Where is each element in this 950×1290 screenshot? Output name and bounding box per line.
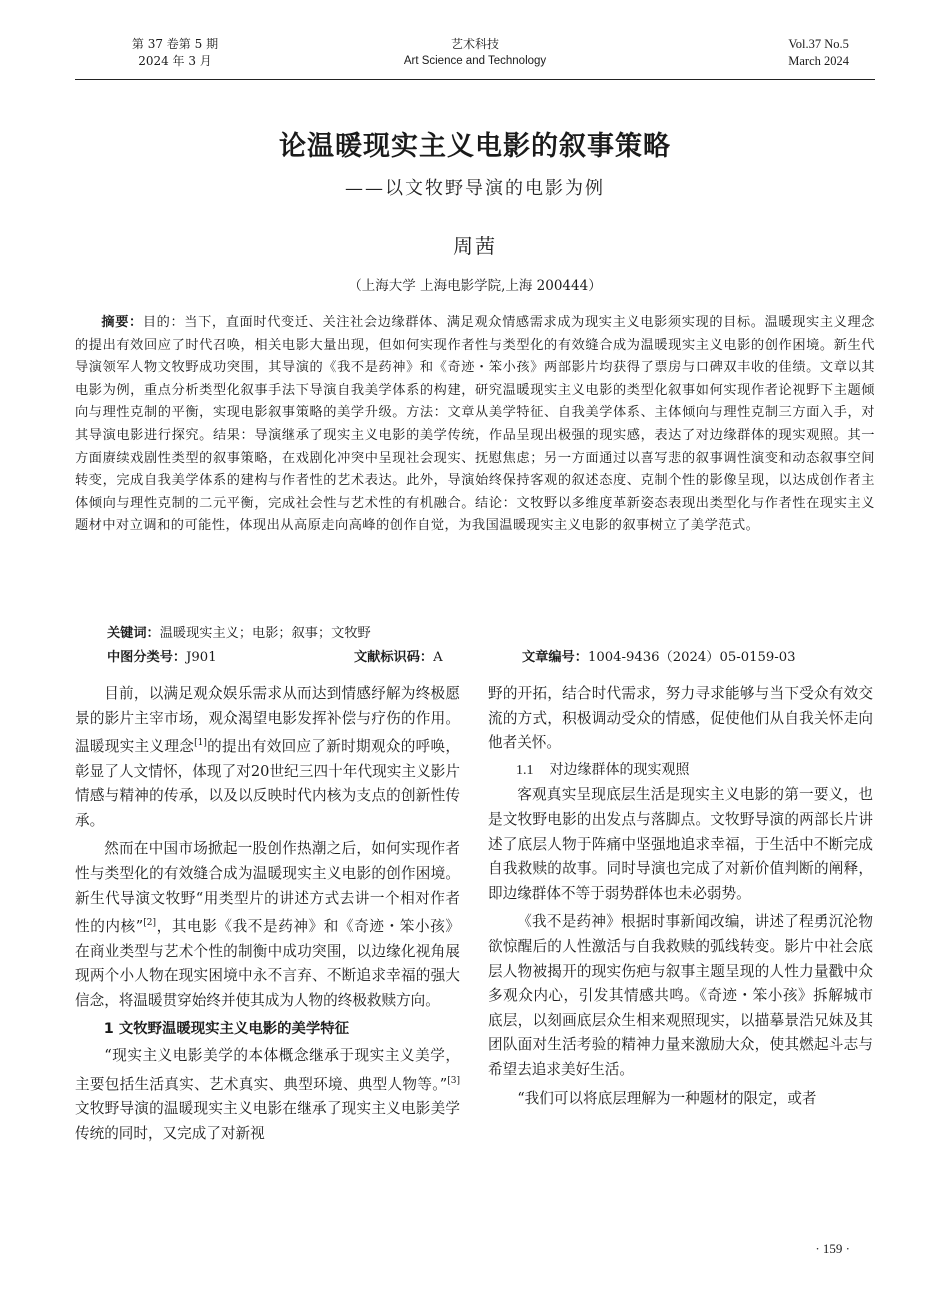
keywords-label: 关键词： <box>107 626 160 641</box>
header-journal <box>375 36 575 70</box>
paragraph-text: 然而在中国市场掀起一股创作热潮之后，如何实现作者性与类型化的有效缝合成为温暖现实主义电影的创作困境。新生代导演文牧野“用类型片的讲述方式去讲一个相对作者性的内核” <box>75 840 460 936</box>
paragraph: “我们可以将底层理解为一种题材的限定，或者 <box>517 1089 817 1107</box>
running-header <box>75 36 875 80</box>
clc-label: 中图分类号： <box>107 650 187 665</box>
header-date-en: March 2024 <box>788 54 849 68</box>
abstract-label: 摘要： <box>101 315 143 330</box>
paragraph-text: 文牧野导演的温暖现实主义电影在继承了现实主义电影美学传统的同时，又完成了对新视 <box>75 1100 460 1142</box>
header-volume-info <box>115 36 235 70</box>
page-number: · 159 · <box>815 1241 850 1256</box>
body-left-column <box>75 682 460 1146</box>
keywords <box>107 624 371 644</box>
header-journal-en: Art Science and Technology <box>403 55 547 67</box>
subsection-heading <box>488 758 873 784</box>
header-volume-info-en <box>788 36 849 70</box>
article-subtitle: ——以文牧野导演的电影为例 <box>345 178 605 199</box>
article-number <box>522 648 796 668</box>
header-volume: 第 37 卷第 5 期 <box>131 37 219 51</box>
citation-ref: [2] <box>143 918 157 929</box>
header-volume-en: Vol.37 No.5 <box>788 37 849 51</box>
citation-ref: [3] <box>447 1075 460 1086</box>
paragraph: 《我不是药神》根据时事新闻改编，讲述了程勇沉沦物欲惊醒后的人性激活与自我救赎的弧线转变。影片中社会底层人物被揭开的现实伤疤与叙事主题呈现的人性力量戳中众多观众内心，引发其情感共鸣。《奇迹・笨小孩》拆解城市底层，以刻画底层众生相来观照现实，以描摹景浩兄妹及其团队面对生活考验的精神力量来激励大众，使其燃起斗志与希望去追求美好生活。 <box>488 913 873 1078</box>
header-date: 2024 年 3 月 <box>138 54 212 68</box>
paragraph <box>75 682 460 833</box>
citation-ref: [1] <box>194 738 207 749</box>
paragraph-text: ，其电影《我不是药神》和《奇迹・笨小孩》在商业类型与艺术个性的制衡中成功突围，以边缘化视角展现两个小人物在现实困境中永不言弃、不断追求幸福的强大信念，将温暖贯穿始终并使其成为人物的终极救赎方向。 <box>75 918 460 1009</box>
subsection-number: 1.1 <box>516 762 534 778</box>
paragraph <box>75 1044 460 1146</box>
article-number-value: 1004-9436（2024）05-0159-03 <box>587 650 796 665</box>
author-affiliation: （上海大学 上海电影学院,上海 200444） <box>348 278 602 294</box>
paragraph: 野的开拓，结合时代需求，努力寻求能够与当下受众有效交流的方式，积极调动受众的情感，促使他们从自我关怀走向他者关怀。 <box>488 685 873 752</box>
clc-value: J901 <box>186 650 217 665</box>
header-journal-cn: 艺术科技 <box>450 37 499 51</box>
doc-label: 文献标识码： <box>354 650 434 665</box>
article-number-label: 文章编号： <box>522 650 588 665</box>
body-right-column <box>488 682 873 1111</box>
subsection-title: 对边缘群体的现实观照 <box>549 761 690 778</box>
abstract <box>75 312 875 538</box>
paragraph-text: 的提出有效回应了新时期观众的呼唤，彰显了人文情怀，体现了对20世纪三四十年代现实主义影片情感与精神的传承，以及以反映时代内核为支点的创新性传承。 <box>75 738 460 829</box>
doc-value: A <box>433 650 443 665</box>
abstract-text: 目的：当下，直面时代变迁、关注社会边缘群体、满足观众情感需求成为现实主义电影须实现的目标。温暖现实主义理念的提出有效回应了时代召唤，相关电影大量出现，但如何实现作者性与类型化的有效缝合成为温暖现实主义电影的创作困境。新生代导演领军人物文牧野成功突围，其导演的《我不是药神》和《奇迹・笨小孩》两部影片均获得了票房与口碑双丰收的佳绩。文章以其电影为例，重点分析类型化叙事手法下导演自我美学体系的构建，研究温暖现实主义电影的类型化叙事如何实现作者论视野下主题倾向与理性克制的平衡，实现电影叙事策略的美学升级。方法：文章从美学特征、自我美学体系、主体倾向与理性克制三方面入手，对其导演电影进行探究。结果：导演继承了现实主义电影的美学传统，作品呈现出极强的现实感，表达了对边缘群体的现实观照。其一方面赓续戏剧性类型的叙事策略，在戏剧化冲突中呈现社会现实、抚慰焦虑；另一方面通过以喜写悲的叙事调性演变和动态叙事空间转变，完成自我美学体系的建构与作者性的艺术表达。此外，导演始终保持客观的叙述态度、克制个性的影像呈现，以达成创作者主体倾向与理性克制的二元平衡，完成社会性与艺术性的有机融合。结论：文牧野以多维度革新姿态表现出类型化与作者性在现实主义题材中对立调和的可能性，体现出从高原走向高峰的创作自觉，为我国温暖现实主义电影的叙事树立了美学范式。 <box>75 315 875 534</box>
paragraph: 客观真实呈现底层生活是现实主义电影的第一要义，也是文牧野电影的出发点与落脚点。文牧野导演的两部长片讲述了底层人物于阵痛中坚强地追求幸福，于生活中不断完成自我救赎的故事。同时导演也完成了对新价值判断的阐释，即边缘群体不等于弱势群体也未必弱势。 <box>488 786 873 902</box>
classification-row <box>107 648 875 668</box>
article-author: 周茜 <box>453 234 497 258</box>
paragraph-text: “现实主义电影美学的本体概念继承于现实主义美学，主要包括生活真实、艺术真实、典型环境、典型人物等。” <box>75 1047 460 1093</box>
clc-number <box>107 648 217 668</box>
article-title: 论温暖现实主义电影的叙事策略 <box>279 131 671 162</box>
document-code <box>354 648 443 668</box>
section-heading: 1 文牧野温暖现实主义电影的美学特征 <box>103 1021 350 1038</box>
paragraph <box>75 837 460 1013</box>
paragraph-text: 目前，以满足观众娱乐需求从而达到情感纾解为终极愿景的影片主宰市场，观众渴望电影发挥补偿与疗伤的作用。温暖现实主义理念 <box>75 685 460 756</box>
keywords-text: 温暖现实主义；电影；叙事；文牧野 <box>159 626 371 641</box>
